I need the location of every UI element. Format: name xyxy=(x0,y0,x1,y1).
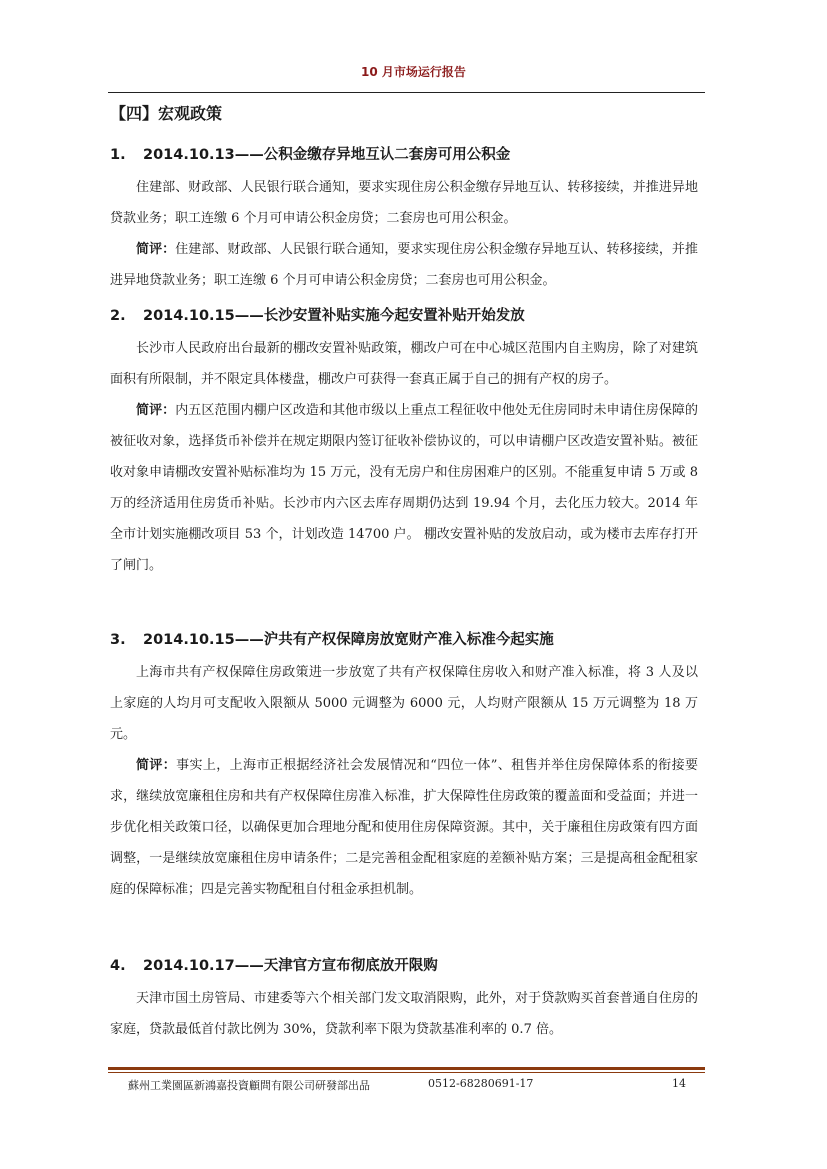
footer-company: 蘇州工業園區新鴻嘉投資顧問有限公司研發部出品 xyxy=(128,1079,370,1092)
item-comment xyxy=(110,750,698,905)
comment-text: 内五区范围内棚户区改造和其他市级以上重点工程征收中他处无住房同时未申请住房保障的被征收对象，选择货币补偿并在规定期限内签订征收补偿协议的，可以申请棚户区改造安置补贴。被征收对象申请棚改安置补贴标准均为 15 万元，没有无房户和住房困难户的区别。不能重复申请 5 万或 8 万的经济适用住房货币补贴。长沙市内六区去库存周期仍达到 19.94 个月，去化压力较大。2014 年全市计划实施棚改项目 53 个，计划改造 14700 户。 棚改安置补贴的发放启动，或为楼市去库存打开了闸门。 xyxy=(110,403,698,573)
footer-divider-thin xyxy=(108,1072,705,1073)
footer-phone: 0512-68280691-17 xyxy=(428,1077,534,1090)
item-body: 长沙市人民政府出台最新的棚改安置补贴政策，棚改户可在中心城区范围内自主购房，除了对建筑面积有所限制，并不限定具体楼盘，棚改户可获得一套真正属于自己的拥有产权的房子。 xyxy=(110,341,698,387)
item-title: 2014.10.15——长沙安置补贴实施今起安置补贴开始发放 xyxy=(143,308,525,324)
policy-item-3 xyxy=(110,630,698,905)
item-heading xyxy=(110,956,698,976)
section-title: 【四】宏观政策 xyxy=(110,104,223,123)
item-heading xyxy=(110,306,698,326)
item-heading xyxy=(110,630,698,650)
item-body: 上海市共有产权保障住房政策进一步放宽了共有产权保障住房收入和财产准入标准，将 3 人及以上家庭的人均月可支配收入限额从 5000 元调整为 6000 元，人均财产限额从 15 万元调整为 18 万元。 xyxy=(110,665,698,742)
header-divider xyxy=(108,92,705,93)
policy-item-1 xyxy=(110,145,698,296)
item-body: 住建部、财政部、人民银行联合通知，要求实现住房公积金缴存异地互认、转移接续，并推进异地贷款业务；职工连缴 6 个月可申请公积金房贷；二套房也可用公积金。 xyxy=(110,180,698,226)
comment-text: 住建部、财政部、人民银行联合通知，要求实现住房公积金缴存异地互认、转移接续，并推进异地贷款业务；职工连缴 6 个月可申请公积金房贷；二套房也可用公积金。 xyxy=(110,242,698,288)
comment-label: 简评： xyxy=(136,242,176,257)
report-header-title: 10 月市场运行报告 xyxy=(361,65,466,79)
item-number: 4. xyxy=(110,958,126,974)
comment-label: 简评： xyxy=(136,403,176,418)
policy-item-2 xyxy=(110,306,698,581)
item-number: 3. xyxy=(110,632,126,648)
item-number: 1. xyxy=(110,147,126,163)
item-number: 2. xyxy=(110,308,126,324)
item-comment xyxy=(110,395,698,581)
policy-item-4 xyxy=(110,956,698,1045)
item-comment xyxy=(110,234,698,296)
item-title: 2014.10.15——沪共有产权保障房放宽财产准入标准今起实施 xyxy=(143,632,554,648)
item-title: 2014.10.13——公积金缴存异地互认二套房可用公积金 xyxy=(143,147,511,163)
item-heading xyxy=(110,145,698,165)
footer-divider-thick xyxy=(108,1067,705,1070)
comment-label: 简评： xyxy=(136,758,177,773)
comment-text: 事实上，上海市正根据经济社会发展情况和“四位一体”、租售并举住房保障体系的衔接要求，继续放宽廉租住房和共有产权保障住房准入标准，扩大保障性住房政策的覆盖面和受益面；并进一步优化相关政策口径，以确保更加合理地分配和使用住房保障资源。其中，关于廉租住房政策有四方面调整，一是继续放宽廉租住房申请条件；二是完善租金配租家庭的差额补贴方案；三是提高租金配租家庭的保障标准；四是完善实物配租自付租金承担机制。 xyxy=(110,758,698,897)
item-title: 2014.10.17——天津官方宣布彻底放开限购 xyxy=(143,958,438,974)
item-body: 天津市国土房管局、市建委等六个相关部门发文取消限购，此外，对于贷款购买首套普通自住房的家庭，贷款最低首付款比例为 30%，贷款利率下限为贷款基准利率的 0.7 倍。 xyxy=(110,991,698,1037)
page-number: 14 xyxy=(672,1077,686,1090)
